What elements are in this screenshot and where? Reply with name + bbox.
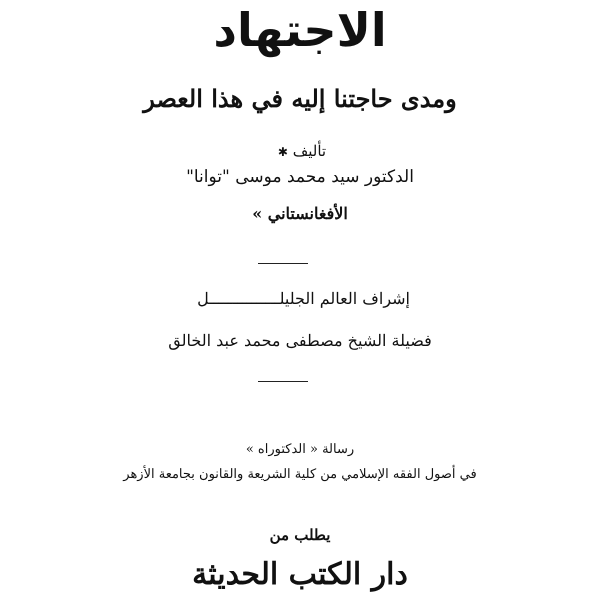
supervision-label-line: [197, 286, 410, 312]
book-subtitle: ومدى حاجتنا إليه في هذا العصر: [143, 84, 457, 113]
ornament-star-icon: ✱: [277, 145, 288, 159]
book-title: الاجتهاد: [213, 3, 387, 57]
author-origin: الأفغانستاني »: [252, 204, 348, 223]
author-name: الدكتور سيد محمد موسى "توانا": [186, 167, 414, 187]
author-label-line: [0, 140, 600, 163]
publisher-name: دار الكتب الحديثة: [192, 557, 408, 592]
publisher-label: يطلب من: [269, 526, 331, 544]
thesis-label: رسالة « الدكتوراه »: [245, 442, 355, 457]
thesis-description: في أصول الفقه الإسلامي من كلية الشريعة والقانون بجامعة الأزهر: [123, 467, 477, 482]
divider: [258, 263, 308, 264]
supervisor-name: فضيلة الشيخ مصطفى محمد عبد الخالق: [168, 331, 432, 350]
author-label: تأليف: [292, 142, 327, 160]
divider: [258, 381, 308, 382]
tatweel-line: ـــــــــــــــل: [197, 289, 280, 308]
supervision-label: إشراف العالم الجليل: [279, 289, 410, 308]
